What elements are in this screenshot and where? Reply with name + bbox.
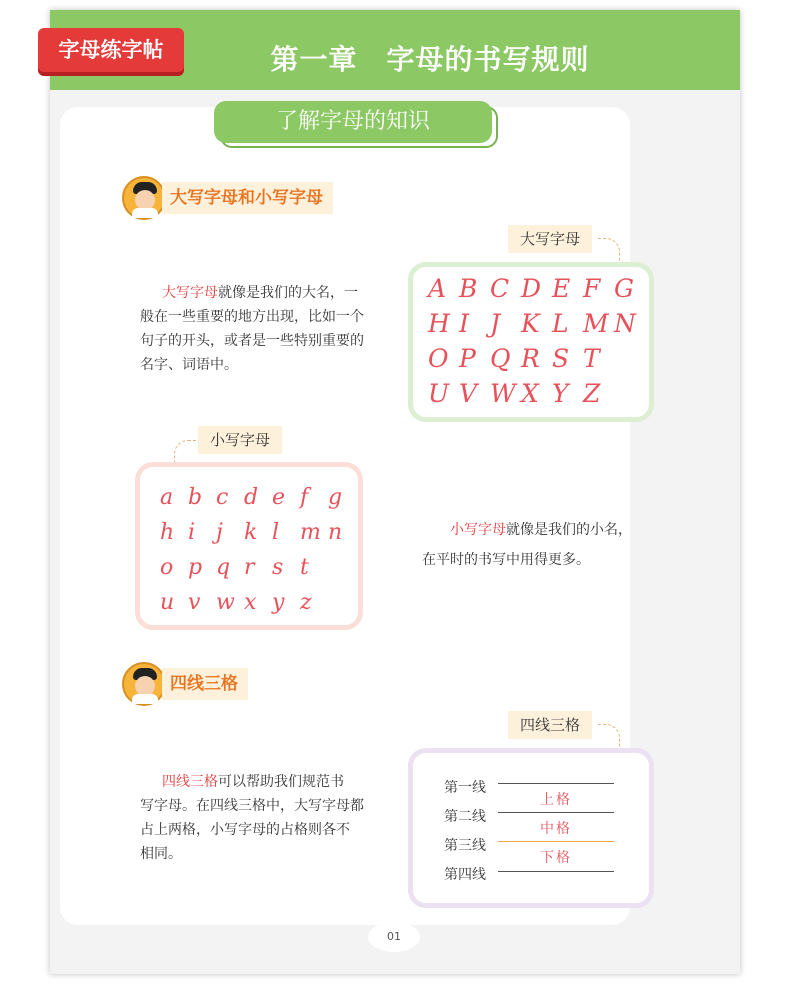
- paragraph-text: 就像是我们的小名，: [506, 522, 632, 538]
- letter: y: [272, 590, 285, 615]
- letter: r: [244, 555, 255, 580]
- letter: L: [552, 309, 569, 338]
- letter: t: [300, 555, 309, 580]
- lowercase-tag: 小写字母: [198, 426, 282, 454]
- letter: D: [521, 274, 542, 303]
- letter: h: [160, 520, 175, 545]
- letter: O: [428, 344, 449, 373]
- letter: A: [428, 274, 447, 303]
- letter: Y: [552, 379, 569, 408]
- letter: p: [188, 555, 203, 580]
- boy-avatar-icon: [122, 176, 166, 220]
- paragraph-line: [422, 518, 652, 542]
- letter: i: [188, 520, 196, 545]
- letter: g: [328, 485, 343, 510]
- uppercase-tag: 大写字母: [508, 225, 592, 253]
- letter: X: [521, 379, 539, 408]
- paragraph-line: [140, 281, 380, 305]
- paragraph-line: 占上两格，小写字母的占格则各不: [140, 822, 350, 838]
- letter: l: [272, 520, 280, 545]
- letter: V: [459, 379, 478, 408]
- letter: R: [521, 344, 540, 373]
- letter: H: [428, 309, 450, 338]
- letter: d: [244, 485, 259, 510]
- letter: j: [216, 520, 223, 545]
- letter: b: [188, 485, 203, 510]
- letter: x: [244, 590, 257, 615]
- paragraph-line: 写字母。在四线三格中，大写字母都: [140, 798, 364, 814]
- cell-middle: 中格: [540, 821, 572, 837]
- paragraph-line: 在平时的书写中用得更多。: [422, 552, 590, 568]
- letter: a: [160, 485, 174, 510]
- letter: q: [216, 555, 231, 580]
- line-label-1: 第一线: [444, 780, 486, 796]
- four-lines-paragraph: [140, 770, 380, 866]
- letter: S: [552, 344, 570, 373]
- letter: G: [614, 274, 634, 303]
- page-number: 01: [368, 922, 420, 952]
- uppercase-row: [428, 271, 645, 306]
- letter: e: [272, 485, 286, 510]
- uppercase-paragraph: [140, 281, 380, 377]
- guide-line-2: [498, 812, 614, 813]
- book-tag: 字母练字帖: [38, 28, 184, 72]
- paragraph-line: 相同。: [140, 846, 182, 862]
- letter: z: [300, 590, 312, 615]
- letter: F: [583, 274, 601, 303]
- letter: v: [188, 590, 201, 615]
- subheading-four-lines-label: 四线三格: [162, 668, 248, 700]
- letter: K: [521, 309, 540, 338]
- guide-line-1: [498, 783, 614, 784]
- letter: s: [272, 555, 284, 580]
- paragraph-line: 名字、词语中。: [140, 357, 238, 373]
- highlight-term: 四线三格: [162, 774, 218, 790]
- uppercase-row: [428, 376, 645, 411]
- paragraph-line: 句子的开头，或者是一些特别重要的: [140, 333, 364, 349]
- guide-line-3: [498, 841, 614, 842]
- cell-upper: 上格: [540, 792, 572, 808]
- highlight-term: 大写字母: [162, 285, 218, 301]
- lowercase-row: [160, 585, 356, 620]
- section-title: 了解字母的知识: [214, 101, 492, 143]
- chapter-title: 第一章 字母的书写规则: [270, 43, 590, 76]
- lowercase-row: [160, 515, 356, 550]
- letter: u: [160, 590, 175, 615]
- letter: I: [459, 309, 469, 338]
- cell-lower: 下格: [540, 850, 572, 866]
- letter: m: [300, 520, 321, 545]
- letter: n: [328, 520, 343, 545]
- letter: c: [216, 485, 229, 510]
- uppercase-row: [428, 341, 645, 376]
- four-lines-tag: 四线三格: [508, 711, 592, 739]
- lowercase-row: [160, 480, 356, 515]
- line-label-3: 第三线: [444, 838, 486, 854]
- lowercase-row: [160, 550, 356, 585]
- paragraph-text: 可以帮助我们规范书: [218, 774, 344, 790]
- section-title-pill: [214, 101, 492, 145]
- letter: Z: [583, 379, 601, 408]
- letter: B: [459, 274, 478, 303]
- lowercase-paragraph: [422, 518, 652, 572]
- subheading-case-label: 大写字母和小写字母: [162, 182, 333, 214]
- letter: E: [552, 274, 571, 303]
- highlight-term: 小写字母: [450, 522, 506, 538]
- letter: P: [459, 344, 476, 373]
- letter: N: [614, 309, 636, 338]
- letter: w: [216, 590, 235, 615]
- lowercase-letters: [160, 480, 356, 620]
- letter: W: [490, 379, 516, 408]
- boy-avatar-icon: [122, 662, 166, 706]
- letter: f: [300, 485, 309, 510]
- letter: T: [583, 344, 600, 373]
- letter: M: [583, 309, 609, 338]
- line-label-4: 第四线: [444, 867, 486, 883]
- uppercase-row: [428, 306, 645, 341]
- letter: Q: [490, 344, 511, 373]
- letter: o: [160, 555, 174, 580]
- paragraph-line: 般在一些重要的地方出现，比如一个: [140, 309, 364, 325]
- letter: J: [490, 309, 501, 338]
- letter: U: [428, 379, 450, 408]
- line-label-2: 第二线: [444, 809, 486, 825]
- paragraph-line: [140, 770, 380, 794]
- uppercase-letters: [428, 271, 645, 411]
- letter: k: [244, 520, 258, 545]
- guide-line-4: [498, 871, 614, 872]
- paragraph-text: 就像是我们的大名，一: [218, 285, 358, 301]
- letter: C: [490, 274, 510, 303]
